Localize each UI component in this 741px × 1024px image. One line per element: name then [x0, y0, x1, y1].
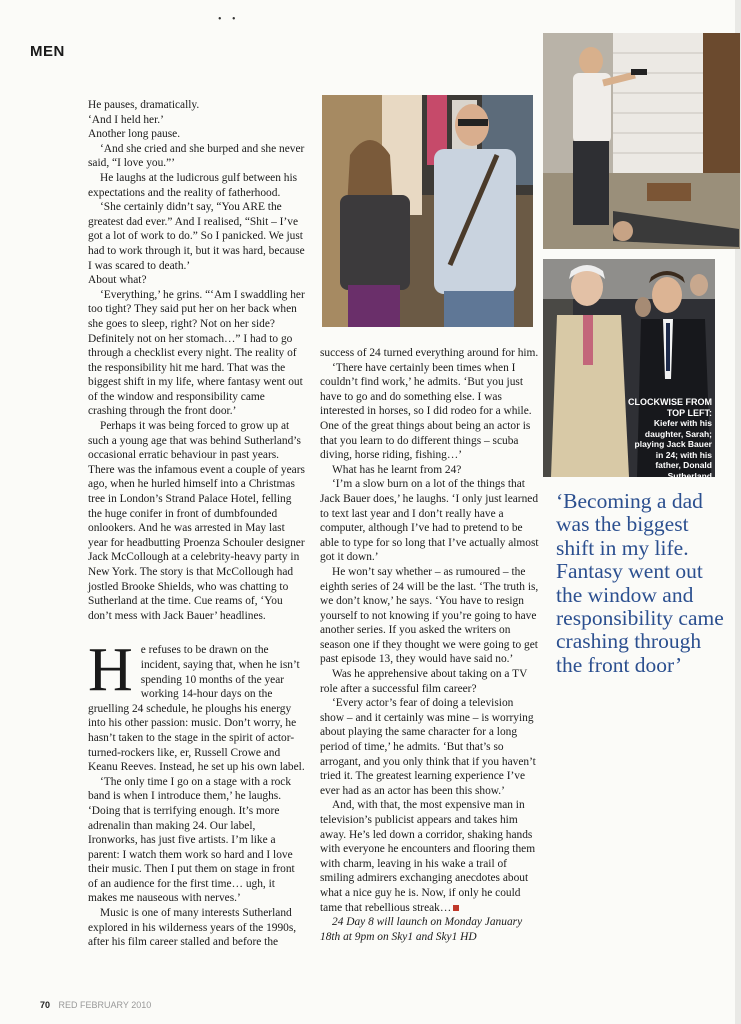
dropcap-text: e refuses to be drawn on the incident, saying that, when he isn’t spending 10 months of the year working 14-hour days on the gruelling 24 schedule, he ploughs his energy into his other passion: music. Don’t worry, he hasn’t taken to the stage in the spirit of actor-turned-rockers like, er, Russell Crowe and Keanu Reeves. Instead, he set up his own label.: [88, 644, 305, 774]
photo-kiefer-and-daughter: [322, 95, 533, 327]
body-paragraph: About what?: [88, 274, 147, 287]
body-paragraph: Perhaps it was being forced to grow up at such a young age that was behind Sutherland’s occasional erratic behaviour in past years. There was the infamous event a couple of years ago, when he hurled himself into a Christmas tree in London’s Strand Palace Hotel, felling the huge conifer in front of dumbfounded onlookers. And he was arrested in May last year for headbutting Proenza Schouler designer Jack McCollough at a celebrity-heavy party in New York. The story is that McCollough had jostled Brooke Shields, who was chatting to Sutherland at the time. Cue reams of, ‘You don’t mess with Jack Bauer’ headlines.: [88, 420, 305, 622]
body-paragraph: ‘Everything,’ he grins. “‘Am I swaddling her too tight? They said put her on her back when she goes to sleep, right? Not on her side? Definitely not on her stomach…” I had to go through a checklist every night. The reality of the responsibility hit me hard. That was the biggest shift in my life, where fantasy went out of the window and responsibility came crashing through the front door.’: [88, 288, 305, 418]
body-paragraph: ‘Every actor’s fear of doing a television show – and it certainly was mine – is worrying about playing the same character for a long period of time,’ he admits. ‘But that’s so arrogant, and you only think that if you haven’t tried it. The greatest learning experience I’ve ever had as an actor has been this show.’: [320, 697, 536, 797]
closing-paragraph-text: And, with that, the most expensive man in television’s publicist appears and takes him away. He’s led down a corridor, shaking hands with everyone he encounters and flooring them with charm, leaving in his wake a trail of smiling admirers exchanging anecdotes about what a nice guy he is. Now, if only he could tame that rebellious streak…: [320, 799, 536, 914]
body-paragraph: He pauses, dramatically.: [88, 99, 200, 111]
page-number: 70: [40, 1000, 51, 1010]
body-paragraph: ‘And I held her.’: [88, 113, 164, 126]
article-column-1: [88, 98, 306, 950]
body-paragraph: success of 24 turned everything around for him.: [320, 347, 539, 359]
end-mark-icon: [453, 905, 459, 911]
body-paragraph: Music is one of many interests Sutherland explored in his wilderness years of the 1990s, after his film career stalled and before the: [88, 907, 297, 949]
broadcast-tagline: 24 Day 8 will launch on Monday January 18th at 9pm on Sky1 and Sky1 HD: [320, 916, 523, 943]
body-paragraph: ‘The only time I go on a stage with a rock band is when I introduce them,’ he laughs. ‘Doing that is terrifying enough. It’s more adrenalin than making 24. Our label, Ironworks, has just five artists. I’m like a parent: I watch them work so hard and I love their music. Then I put them on stage in front of an audience for the first time… ugh, it makes me nauseous with nerves.’: [88, 775, 295, 905]
body-paragraph: ‘She certainly didn’t say, “You ARE the greatest dad ever.” And I realised, “Shit – I’ve got a lot of work to do.” So I panicked. We just had to work through it, but it was hard, because I was scared to death.’: [88, 201, 305, 272]
photo-jack-bauer-action: [543, 33, 740, 249]
issue-label: RED FEBRUARY 2010: [58, 1000, 152, 1010]
body-paragraph: ‘And she cried and she burped and she never said, “I love you.”’: [88, 142, 305, 170]
caption-text: Kiefer with his daughter, Sarah; playing Jack Bauer in 24; with his father, Donald Sutherland: [634, 418, 712, 481]
dropcap-paragraph: [88, 636, 306, 774]
body-paragraph: He laughs at the ludicrous gulf between his expectations and the reality of fatherhood.: [88, 171, 298, 199]
body-paragraph: [320, 798, 540, 915]
page-footer: [40, 1000, 151, 1010]
pull-quote: ‘Becoming a dad was the biggest shift in my life. Fantasy went out the window and responsibility came crashing through the front door’: [556, 489, 724, 677]
caption-heading: CLOCKWISE FROM TOP LEFT:: [628, 397, 712, 418]
body-paragraph: ‘I’m a slow burn on a lot of the things that Jack Bauer does,’ he laughs. ‘I only just learned to text last year and I don’t really have a computer, although I’ve had to pretend to be able to type for so long that I’ve actually almost got it down.’: [320, 478, 539, 564]
print-marks: • •: [218, 14, 240, 25]
body-paragraph: He won’t say whether – as rumoured – the eighth series of 24 will be the last. ‘The truth is, we don’t know,’ he says. ‘You have to resign yourself to not knowing if you’re going to have another series. If you asked the writers on season one if they thought we were going to get past episode 13, they would have said no.’: [320, 565, 539, 666]
article-column-2: [320, 346, 540, 944]
body-paragraph: Another long pause.: [88, 128, 181, 141]
body-paragraph: Was he apprehensive about taking on a TV role after a successful film career?: [320, 668, 528, 695]
photo-caption: [628, 397, 712, 481]
section-label: MEN: [30, 43, 65, 60]
body-paragraph: What has he learnt from 24?: [332, 463, 462, 476]
body-paragraph: ‘There have certainly been times when I couldn’t find work,’ he admits. ‘But you just have to go and do something else. I was interested in horses, so I did rodeo for a while. One of the great things about being an actor is that you learn to do different things – scuba diving, horse riding, fishing…’: [320, 361, 532, 462]
dropcap-letter: H: [88, 636, 133, 705]
